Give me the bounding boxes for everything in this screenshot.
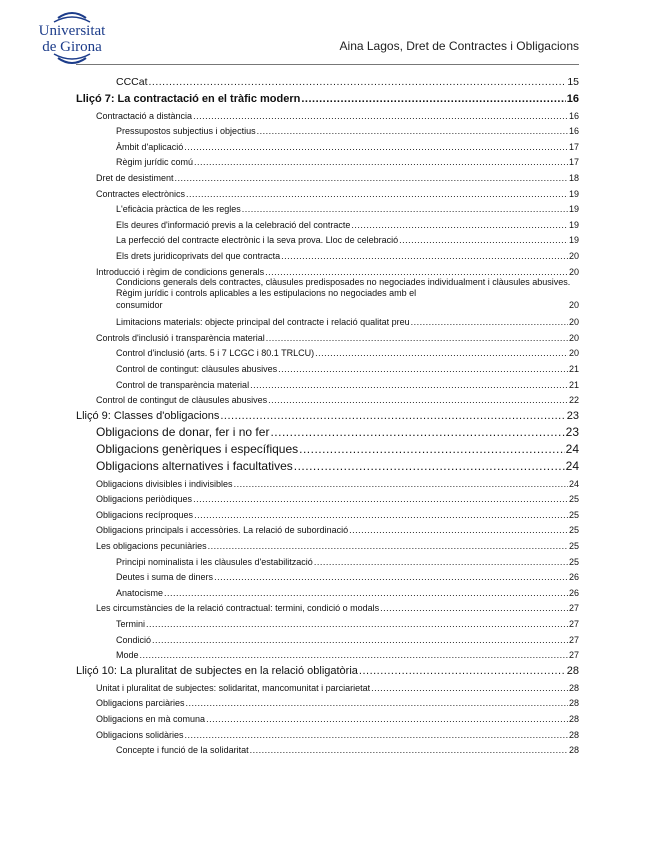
toc-entry[interactable] — [76, 358, 579, 374]
toc-leader — [266, 333, 568, 343]
toc-leader — [214, 572, 568, 582]
toc-page: 27 — [568, 650, 579, 661]
toc-page: 28 — [568, 714, 579, 724]
toc-page: 27 — [568, 603, 579, 614]
toc-page: 15 — [567, 76, 579, 88]
toc-entry[interactable] — [76, 598, 579, 614]
toc-entry[interactable] — [76, 72, 579, 88]
toc-entry-text: Limitacions materials: objecte principal del contracte i relació qualitat preu — [116, 317, 410, 328]
toc-entry-text: Contractació a distància — [96, 110, 193, 121]
toc-page: 25 — [568, 541, 579, 552]
toc-entry[interactable] — [76, 613, 579, 629]
toc-page: 19 — [568, 204, 579, 215]
toc-page: 28 — [568, 729, 579, 740]
toc-page: 17 — [568, 157, 579, 168]
toc-page: 24 — [565, 459, 579, 474]
toc-leader — [411, 317, 568, 327]
toc-leader — [140, 650, 568, 660]
toc-entry[interactable] — [76, 152, 579, 168]
toc-leader — [301, 93, 565, 105]
toc-page: 20 — [568, 332, 579, 343]
toc-page: 21 — [568, 363, 579, 374]
toc-entry-text: Les obligacions pecuniàries — [96, 541, 207, 552]
toc-leader — [314, 557, 568, 567]
toc-entry[interactable] — [76, 88, 579, 105]
toc-entry-text: Unitat i pluralitat de subjectes: solidaritat, mancomunitat i parciarietat — [96, 682, 371, 693]
toc-leader — [164, 300, 568, 312]
toc-leader — [186, 189, 568, 199]
toc-entry-text: Els drets juridicoprivats del que contracta — [116, 250, 281, 261]
toc-entry-text: Règim jurídic comú — [116, 157, 194, 168]
toc-entry[interactable] — [76, 504, 579, 520]
toc-entry[interactable] — [76, 343, 579, 359]
toc-entry[interactable] — [76, 645, 579, 661]
toc-entry[interactable] — [76, 374, 579, 390]
toc-entry-text: Pressupostos subjectius i objectius — [116, 126, 256, 137]
toc-page: 27 — [568, 619, 579, 630]
toc-leader — [294, 459, 565, 473]
toc-entry-text: Obligacions genèriques i específiques — [96, 442, 299, 457]
toc-leader — [359, 665, 566, 677]
toc-leader — [349, 525, 568, 535]
toc-entry-text: Obligacions recíproques — [96, 509, 194, 520]
logo-line-2: de Girona — [42, 39, 102, 55]
toc-entry-text: Mode — [116, 650, 139, 661]
toc-entry-text: Condició — [116, 634, 152, 645]
logo-text — [30, 23, 114, 55]
toc-page: 20 — [568, 348, 579, 359]
toc-leader — [185, 730, 568, 740]
toc-leader — [371, 683, 568, 693]
toc-entry-text: Àmbit d'aplicació — [116, 141, 184, 152]
toc-entry-text: Obligacions divisibles i indivisibles — [96, 478, 233, 489]
toc-page: 25 — [568, 525, 579, 536]
toc-entry[interactable] — [76, 327, 579, 343]
toc-entry-text: Deutes i suma de diners — [116, 572, 214, 583]
toc-page: 17 — [568, 141, 579, 152]
toc-page: 25 — [568, 556, 579, 567]
toc-entry[interactable] — [76, 439, 579, 456]
toc-leader — [265, 267, 568, 277]
toc-entry[interactable] — [76, 567, 579, 583]
toc-entry[interactable] — [76, 245, 579, 261]
toc-entry-text: Obligacions solidàries — [96, 729, 184, 740]
toc-entry-text-end: consumidor — [116, 299, 163, 310]
toc-leader — [250, 380, 568, 390]
toc-entry[interactable] — [76, 693, 579, 709]
toc-entry-text: Concepte i funció de la solidaritat — [116, 745, 249, 756]
toc-page: 16 — [568, 110, 579, 121]
toc-page: 20 — [568, 266, 579, 277]
toc-leader — [268, 395, 568, 405]
toc-page: 22 — [568, 395, 579, 406]
toc-entry[interactable] — [76, 708, 579, 724]
toc-page: 20 — [568, 250, 579, 261]
toc-leader — [193, 494, 568, 504]
toc-entry[interactable] — [76, 167, 579, 183]
toc-leader — [234, 479, 568, 489]
university-logo — [30, 10, 120, 68]
toc-entry[interactable] — [76, 740, 579, 756]
toc-entry[interactable] — [76, 183, 579, 199]
toc-entry-text: Termini — [116, 619, 146, 630]
toc-leader — [194, 157, 568, 167]
toc-leader — [278, 364, 568, 374]
toc-page: 27 — [568, 634, 579, 645]
toc-leader — [281, 251, 568, 261]
toc-entry-text: Dret de desistiment — [96, 172, 174, 183]
toc-leader — [250, 745, 568, 755]
toc-page: 23 — [566, 410, 579, 423]
toc-entry[interactable] — [76, 199, 579, 215]
toc-leader — [149, 76, 567, 88]
toc-entry[interactable] — [76, 629, 579, 645]
toc-leader — [193, 111, 568, 121]
toc-page: 28 — [568, 698, 579, 709]
toc-leader — [152, 635, 568, 645]
toc-entry[interactable] — [76, 456, 579, 473]
toc-page: 18 — [568, 172, 579, 183]
toc-page: 20 — [568, 299, 579, 310]
toc-entry-text: Les circumstàncies de la relació contractual: termini, condició o modals — [96, 603, 380, 614]
toc-entry-text: Contractes electrònics — [96, 188, 186, 199]
toc-entry-text: La perfecció del contracte electrònic i la seva prova. Lloc de celebració — [116, 235, 399, 246]
toc-leader — [299, 442, 565, 456]
toc-page: 28 — [568, 682, 579, 693]
toc-entry-text: Obligacions periòdiques — [96, 494, 193, 505]
toc-entry-text: Introducció i règim de condicions generals — [96, 266, 265, 277]
toc-entry[interactable] — [76, 136, 579, 152]
toc-entry-text: Controls d'inclusió i transparència material — [96, 332, 265, 343]
toc-page: 19 — [568, 219, 579, 230]
toc-page: 26 — [568, 572, 579, 583]
toc-page: 25 — [568, 509, 579, 520]
toc-entry-text: L'eficàcia pràctica de les regles — [116, 204, 241, 215]
toc-leader — [220, 410, 565, 422]
toc-entry[interactable] — [76, 261, 579, 277]
toc-leader — [315, 348, 568, 358]
toc-page: 16 — [568, 126, 579, 137]
toc-leader — [270, 425, 564, 439]
toc-leader — [380, 603, 568, 613]
toc-entry-text: Els deures d'informació previs a la celebració del contracte — [116, 219, 351, 230]
toc-entry[interactable] — [76, 422, 579, 439]
toc-leader — [175, 173, 568, 183]
toc-page: 19 — [568, 235, 579, 246]
toc-entry-text: Obligacions en mà comuna — [96, 714, 206, 724]
toc-leader — [164, 588, 568, 598]
toc-page: 24 — [568, 478, 579, 489]
toc-entry[interactable] — [76, 121, 579, 137]
toc-leader — [146, 619, 568, 629]
toc-entry[interactable] — [76, 230, 579, 246]
toc-entry[interactable] — [76, 105, 579, 121]
toc-entry-text: Obligacions de donar, fer i no fer — [96, 425, 270, 440]
toc-entry[interactable] — [76, 214, 579, 230]
toc-entry-text: CCCat — [116, 76, 148, 88]
toc-entry[interactable] — [76, 520, 579, 536]
toc-entry[interactable] — [76, 724, 579, 740]
toc-entry[interactable] — [76, 582, 579, 598]
toc-entry[interactable] — [76, 660, 579, 677]
toc-leader — [351, 220, 568, 230]
toc-page: 16 — [566, 93, 579, 105]
toc-entry-text: Control de transparència material — [116, 379, 250, 390]
toc-entry-text: Lliçó 7: La contractació en el tràfic modern — [76, 93, 301, 105]
toc-leader — [257, 126, 568, 136]
toc-page: 19 — [568, 188, 579, 199]
toc-entry-text: Obligacions parciàries — [96, 698, 185, 709]
toc-entry-text: Lliçó 10: La pluralitat de subjectes en la relació obligatòria — [76, 665, 358, 678]
toc-entry-text: Control de contingut: clàusules abusives — [116, 363, 278, 374]
toc-entry-text: Lliçó 9: Classes d'obligacions — [76, 410, 220, 423]
toc-leader — [186, 698, 568, 708]
toc-page: 23 — [565, 425, 579, 440]
toc-entry[interactable] — [76, 551, 579, 567]
header-title: Aina Lagos, Dret de Contractes i Obligacions — [339, 39, 579, 53]
toc-entry-text: Condicions generals dels contractes, clàusules predisposades no negociades individualment i clàusules abusives. Règim jurídic i controls aplicables a les estipulacions no negociades amb el — [116, 276, 571, 299]
toc-page: 28 — [568, 745, 579, 756]
toc-page: 26 — [568, 587, 579, 598]
toc-entry-text: Control de contingut de clàusules abusives — [96, 395, 268, 406]
toc-leader — [399, 235, 568, 245]
toc-entry[interactable] — [76, 390, 579, 406]
toc-leader — [208, 541, 568, 551]
toc-entry[interactable] — [76, 489, 579, 505]
toc-page: 24 — [565, 442, 579, 457]
toc-page: 28 — [566, 665, 579, 678]
toc-leader — [194, 510, 568, 520]
toc-entry-text: Obligacions alternatives i facultatives — [96, 459, 293, 474]
toc-leader — [242, 204, 568, 214]
toc-entry-text: Anatocisme — [116, 587, 164, 598]
toc-entry-multiline[interactable] — [76, 277, 579, 312]
toc-entry[interactable] — [76, 405, 579, 422]
toc-page: 25 — [568, 494, 579, 505]
toc-entry[interactable] — [76, 473, 579, 489]
toc-entry-text: Obligacions principals i accessòries. La relació de subordinació — [96, 525, 349, 536]
toc-leader — [206, 714, 568, 724]
header-divider — [76, 64, 579, 65]
toc-entry[interactable] — [76, 677, 579, 693]
table-of-contents — [76, 72, 579, 755]
toc-entry[interactable] — [76, 312, 579, 328]
toc-entry-text: Principi nominalista i les clàusules d'estabilització — [116, 556, 313, 567]
toc-entry-text: Control d'inclusió (arts. 5 i 7 LCGC i 80.1 TRLCU) — [116, 348, 315, 359]
toc-leader — [184, 142, 568, 152]
toc-page: 20 — [568, 317, 579, 328]
toc-page: 21 — [568, 379, 579, 390]
toc-entry[interactable] — [76, 535, 579, 551]
logo-line-1: Universitat — [38, 23, 106, 39]
